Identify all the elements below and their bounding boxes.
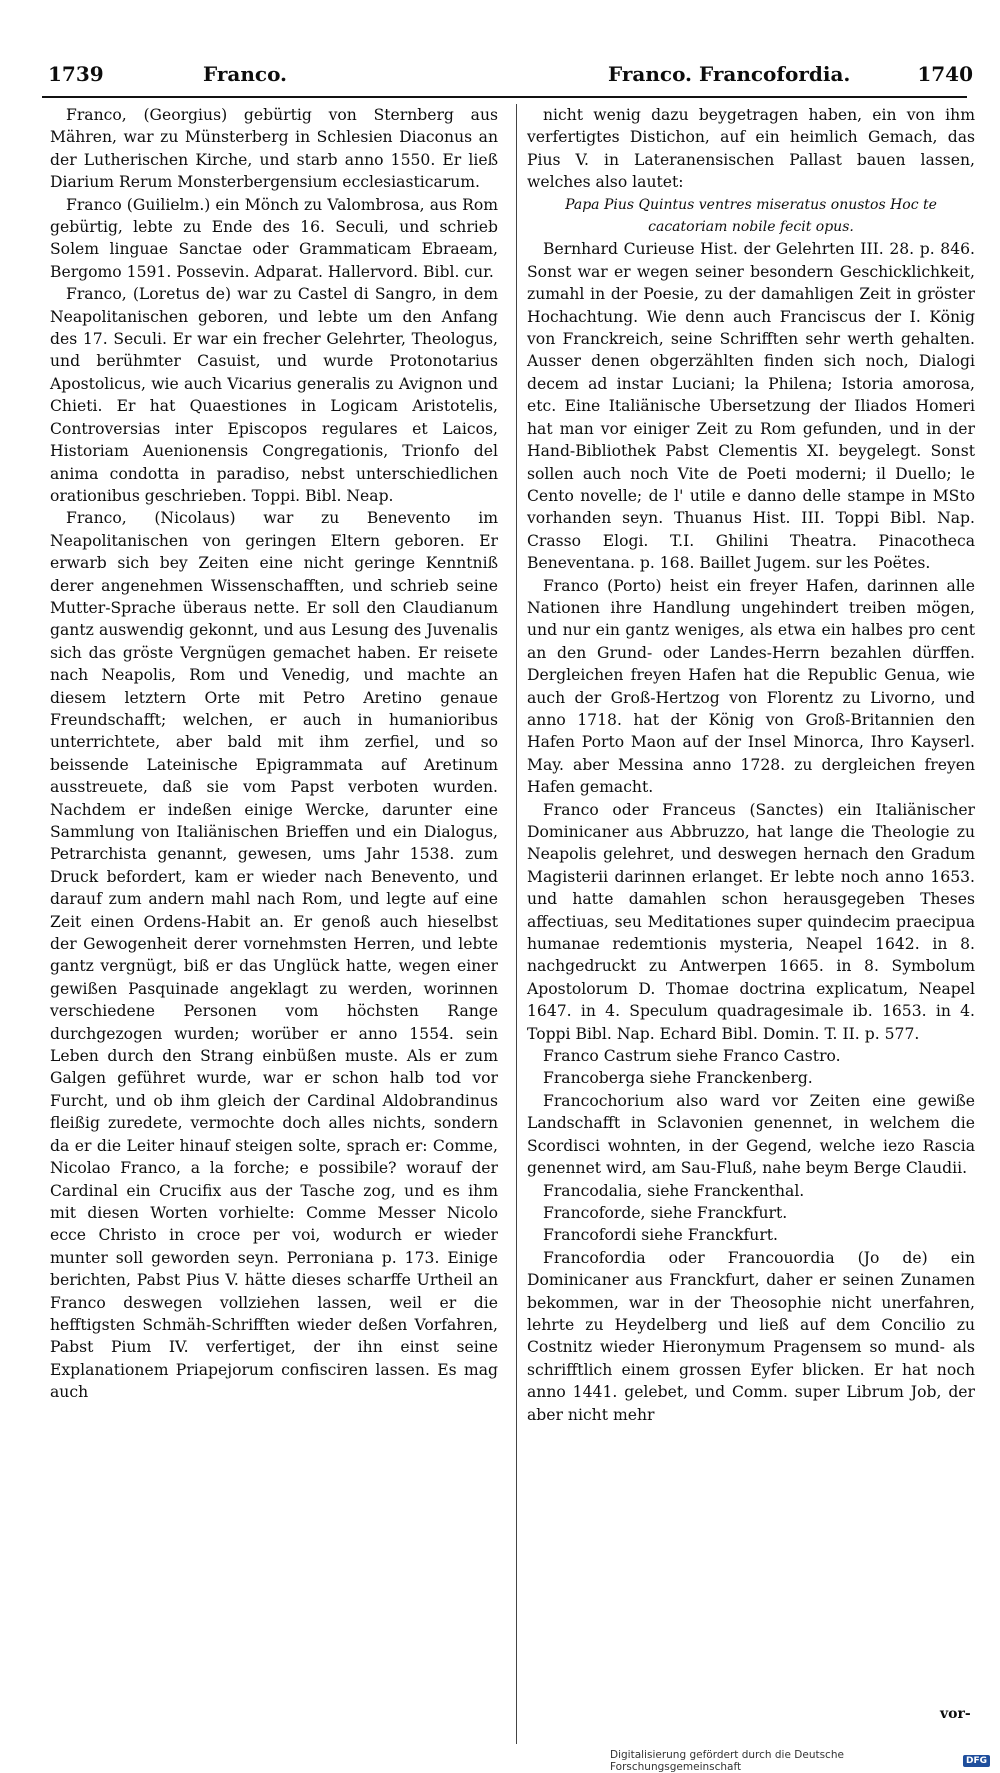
entry-continuation: nicht wenig dazu beygetragen haben, ein von ihm verfertigtes Distichon, auf ein heimlich Gemach, das Pius V. in Lateranensischen Pallast bauen lassen, welches also lautet:	[527, 106, 975, 192]
left-column	[50, 104, 498, 1404]
entry-francofordia: Francofordia oder Francouordia (Jo de) ein Dominicaner aus Franckfurt, daher er seinen Zunamen bekommen, war in der Theosophie nicht unerfahren, lehrte zu Heydelberg und ließ auf dem Concilio zu Costnitz wieder Hieronymum Pragensem so mund- als schrifftlich einem grossen Eyfer blicken. Er hat noch anno 1441. gelebet, und Comm. super Librum Job, der aber nicht mehr	[527, 1248, 975, 1424]
running-header	[38, 62, 973, 96]
dfg-logo-icon: DFG	[963, 1755, 990, 1767]
entry-franco-loretus: Franco, (Loretus de) war zu Castel di Sangro, in dem Neapolitanischen geboren, und lebte um den Anfang des 17. Seculi. Er war ein frecher Gelehrter, Theologus, und berühmter Casuist, und wurde Protonotarius Apostolicus, wie auch Vicarius generalis zu Avignon und Chieti. Er hat Quaestiones in Logicam Aristotelis, Controversias inter Episcopos regulares et Laicos, Historiam Auenionensis Congregationis, Trionfo del anima condotta in paradiso, nebst unterschiedlichen orationibus geschrieben. Toppi. Bibl. Neap.	[50, 285, 498, 505]
distichon-verse: Papa Pius Quintus ventres miseratus onustos Hoc te cacatoriam nobile fecit opus.	[565, 196, 937, 236]
header-rule	[42, 96, 967, 98]
entry-francodalia: Francodalia, siehe Franckenthal.	[543, 1181, 805, 1200]
right-keywords: Franco. Francofordia.	[608, 62, 851, 86]
entry-francoforde: Francoforde, siehe Franckfurt.	[543, 1203, 788, 1222]
entry-francoberga: Francoberga siehe Franckenberg.	[543, 1069, 813, 1088]
column-divider	[516, 104, 517, 1744]
entry-bernhard-sources: Bernhard Curieuse Hist. der Gelehrten III. 28. p. 846. Sonst war er wegen seiner besondern Geschicklichkeit, zumahl in der Poesie, zu der damahligen Zeit in gröster Hochachtung. Wie denn auch Franciscus der I. König von Franckreich, seine Schrifften sehr werth gehalten. Ausser denen obgerzählten finden sich noch, Dialogi decem ad instar Luciani; la Philena; Istoria amorosa, etc. Eine Italiänische Ubersetzung der Iliados Homeri hat man vor einiger Zeit zu Rom gefunden, und in der Hand-Bibliothek Pabst Clementis XI. beygelegt. Sonst sollen auch noch Vite de Poeti moderni; il Duello; le Cento novelle; de l' utile e danno delle stampe in MSto vorhanden seyn. Thuanus Hist. III. Toppi Bibl. Nap. Crasso Elogi. T.I. Ghilini Theatra. Pinacotheca Beneventana. p. 168. Baillet Jugem. sur les Poëtes.	[527, 240, 975, 573]
entry-franco-georgius: Franco, (Georgius) gebürtig von Sternberg aus Mähren, war zu Münsterberg in Schlesien Diaconus an der Lutherischen Kirche, und starb anno 1550. Er ließ Diarium Rerum Monsterbergensium ecclesiasticarum.	[50, 106, 498, 192]
footer-text: Digitalisierung gefördert durch die Deutsche Forschungsgemeinschaft	[610, 1749, 844, 1773]
entry-francofordi: Francofordi siehe Franckfurt.	[543, 1226, 779, 1245]
entry-francochorium: Francochorium also ward vor Zeiten eine gewiße Landschafft in Sclavonien genennet, in welchem die Scordisci wohnten, in der Gegend, welche iezo Rascia genennet wird, am Sau-Fluß, nahe beym Berge Claudii.	[527, 1091, 975, 1178]
entry-franco-guilielm: Franco (Guilielm.) ein Mönch zu Valombrosa, aus Rom gebürtig, lebte zu Ende des 16. Seculi, und schrieb Solem linguae Sanctae oder Grammaticam Ebraeam, Bergomo 1591. Possevin. Adparat. Hallervord. Bibl. cur.	[50, 195, 498, 281]
right-page-number: 1740	[917, 62, 973, 86]
right-column	[527, 104, 975, 1426]
catchword: vor-	[940, 1706, 971, 1722]
entry-franco-sanctes: Franco oder Franceus (Sanctes) ein Italiänischer Dominicaner aus Abbruzzo, hat lange die Theologie zu Neapolis gelehret, und deswegen hernach den Gradum Magisterii darinnen erlanget. Er lebte noch anno 1653. und hatte damahlen schon herausgegeben Theses affectiuas, seu Meditationes super quindecim praecipua humanae redemtionis mysteria, Neapel 1642. in 8. nachgedruckt zu Antwerpen 1665. in 8. Symbolum Apostolorum D. Thomae doctrina explicatum, Neapel 1647. in 4. Speculum quadragesimale ib. 1653. in 4. Toppi Bibl. Nap. Echard Bibl. Domin. T. II. p. 577.	[527, 800, 975, 1043]
left-keyword: Franco.	[203, 62, 288, 86]
entry-franco-porto: Franco (Porto) heist ein freyer Hafen, darinnen alle Nationen ihre Handlung ungehindert treiben mögen, und nur ein gantz weniges, als etwa ein halbes pro cent an den Grund- oder Landes-Herrn bezahlen dürffen. Dergleichen freyen Hafen hat die Republic Genua, wie auch der Groß-Hertzog von Florentz zu Livorno, und anno 1718. hat der König von Groß-Britannien den Hafen Porto Maon auf der Insel Minorca, Ihro Kayserl. May. aber Messina anno 1728. zu dergleichen freyen Hafen gemacht.	[527, 576, 975, 797]
entry-franco-nicolaus: Franco, (Nicolaus) war zu Benevento im Neapolitanischen von geringen Eltern geboren. Er erwarb sich bey Zeiten eine nicht geringe Kenntniß derer angenehmen Wissenschafften, und schrieb seine Mutter-Sprache überaus nette. Er soll den Claudianum gantz auswendig gekonnt, und aus Lesung des Juvenalis sich das gröste Vergnügen gemachet haben. Er reisete nach Neapolis, Rom und Venedig, und machte an diesem letztern Orte mit Petro Aretino genaue Freundschafft; welchen, er auch in humanioribus unterrichtete, aber bald mit ihm zerfiel, und so beissende Lateinische Epigrammata auf Aretinum ausstreuete, daß sie vom Papst verboten wurden. Nachdem er indeßen einige Wercke, darunter eine Sammlung von Italiänischen Brieffen und ein Dialogus, Petrarchista genannt, gewesen, ums Jahr 1538. zum Druck befordert, kam er wieder nach Benevento, und darauf zum andern mahl nach Rom, und legte auf eine Zeit einen Ordens-Habit an. Er genoß auch hieselbst der Gewogenheit derer vornehmsten Herren, und lebte gantz vergnügt, biß er das Unglück hatte, wegen einer gewißen Pasquinade angeklagt zu werden, worinnen verschiedene Personen vom höchsten Range durchgezogen wurden; worüber er anno 1554. sein Leben durch den Strang einbüßen muste. Als er zum Galgen geführet wurde, war er schon halb tod vor Furcht, und ob ihm gleich der Cardinal Aldobrandinus fleißig zuredete, vermochte doch alles nichts, sondern da er die Leiter hinauf steigen solte, sprach er: Comme, Nicolao Franco, a la forche; e possibile? worauf der Cardinal ein Crucifix aus der Tasche zog, und es ihm mit diesen Worten vorhielte: Comme Messer Nicolo ecce Christo in croce per voi, wodurch er wieder munter soll geworden seyn. Perroniana p. 173. Einige berichten, Pabst Pius V. hätte dieses scharffe Urtheil an Franco deswegen vollziehen lassen, weil er die hefftigsten Schmäh-Schrifften wieder deßen Vorfahren, Pabst Pium IV. verfertiget, der ihn einst seine Explanationem Priapejorum confisciren lassen. Es mag auch	[50, 509, 498, 1402]
digitization-footer	[610, 1749, 990, 1773]
left-page-number: 1739	[48, 62, 104, 86]
entry-franco-castrum: Franco Castrum siehe Franco Castro.	[543, 1047, 841, 1066]
